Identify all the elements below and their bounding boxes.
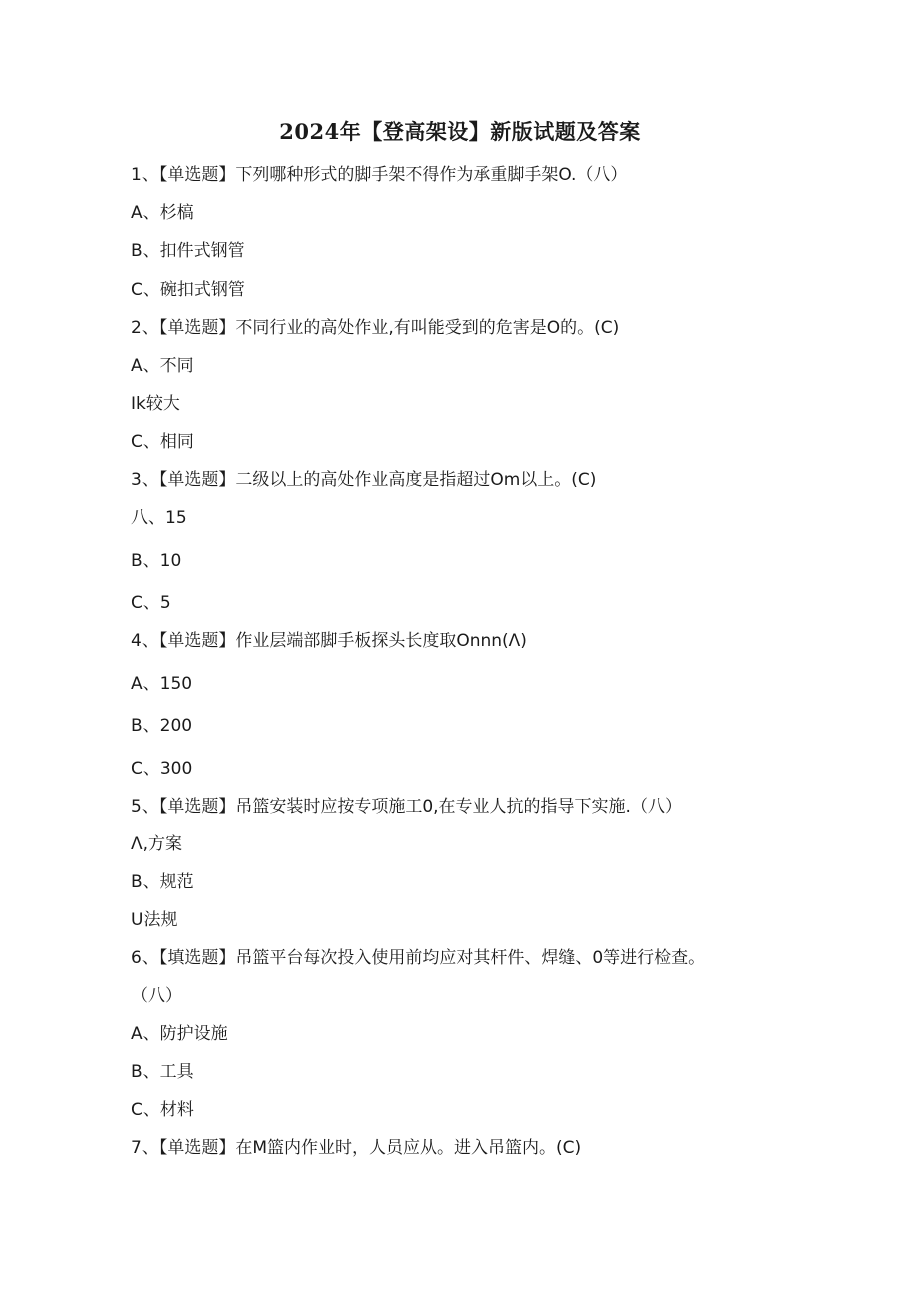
option-1a: A、杉槁 — [131, 203, 194, 223]
question-6: 6、【填选题】吊篮平台每次投入使用前均应对其杆件、焊缝、0等进行检查。 — [131, 948, 706, 968]
option-1b: B、扣件式钢管 — [131, 241, 245, 261]
option-3c: C、5 — [131, 593, 171, 613]
question-2: 2、【单选题】不同行业的高处作业,有叫能受到的危害是O的。(C) — [131, 318, 620, 338]
option-4b: B、200 — [131, 716, 193, 736]
option-5a: Λ,方案 — [131, 834, 183, 854]
option-6c: C、材料 — [131, 1100, 194, 1120]
question-6-answer: （八） — [131, 986, 182, 1006]
option-5c: U法规 — [131, 910, 178, 930]
option-2c: C、相同 — [131, 432, 194, 452]
question-7: 7、【单选题】在M篮内作业时，人员应从。进入吊篮内。(C) — [131, 1138, 582, 1158]
question-4: 4、【单选题】作业层端部脚手板探头长度取Onnn(Λ) — [131, 631, 527, 651]
option-3b: B、10 — [131, 551, 182, 571]
question-5: 5、【单选题】吊篮安装时应按专项施工0,在专业人抗的指导下实施.（八） — [131, 797, 682, 817]
question-3: 3、【单选题】二级以上的高处作业高度是指超过Om以上。(C) — [131, 470, 597, 490]
document-title: 2024年【登高架设】新版试题及答案 — [279, 119, 641, 144]
question-1: 1、【单选题】下列哪种形式的脚手架不得作为承重脚手架O.（八） — [131, 165, 628, 185]
option-2b: Ik较大 — [131, 394, 180, 414]
option-6a: A、防护设施 — [131, 1024, 228, 1044]
option-6b: B、工具 — [131, 1062, 194, 1082]
option-4c: C、300 — [131, 759, 193, 779]
option-5b: B、规范 — [131, 872, 194, 892]
option-3a: 八、15 — [131, 508, 187, 528]
option-4a: A、150 — [131, 674, 193, 694]
option-1c: C、碗扣式钢管 — [131, 280, 245, 300]
option-2a: A、不同 — [131, 356, 194, 376]
